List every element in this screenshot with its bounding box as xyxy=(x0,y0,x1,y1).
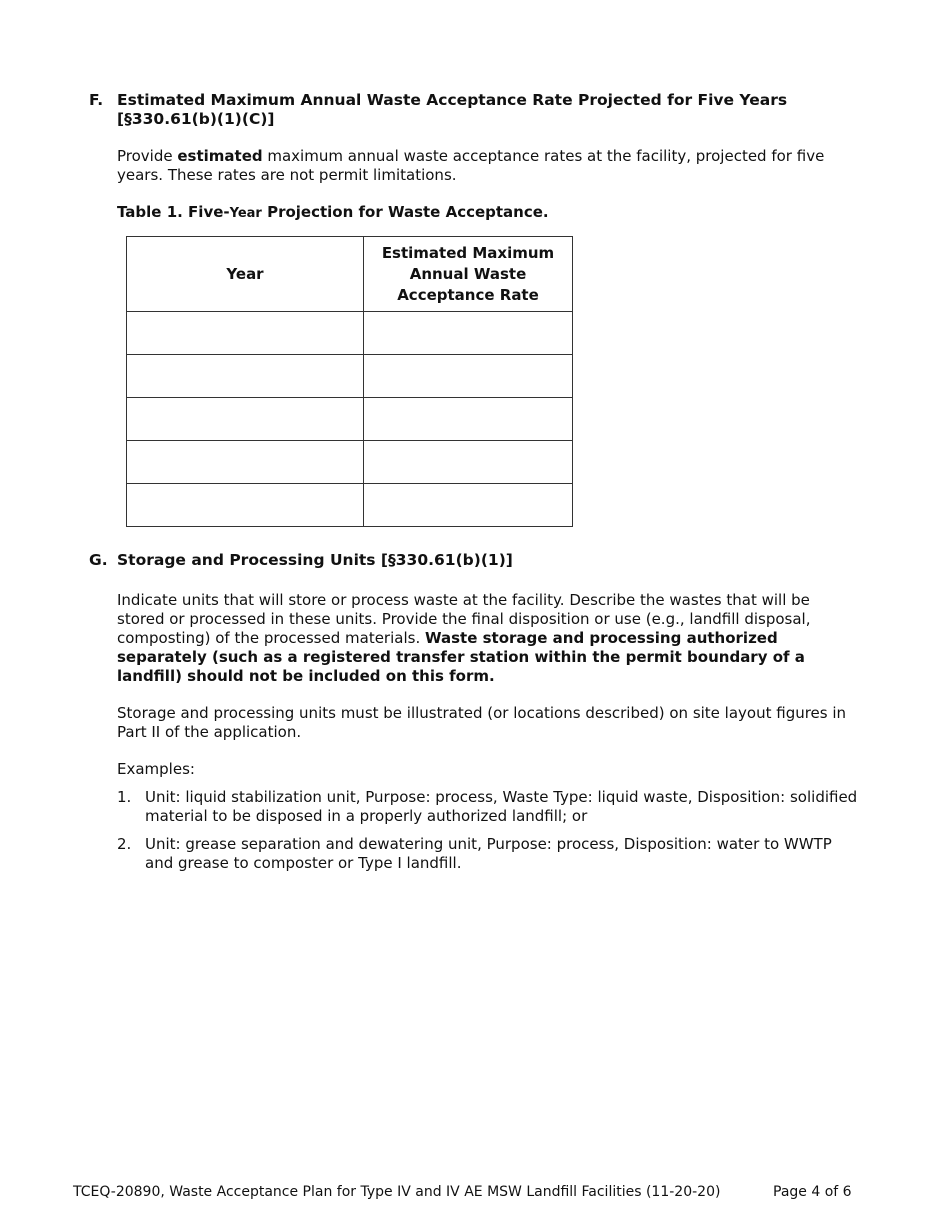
section-f-para-bold: estimated xyxy=(177,147,263,165)
five-year-projection-table xyxy=(126,236,573,527)
list-item-number: 1. xyxy=(117,788,132,806)
year-cell[interactable] xyxy=(127,355,364,398)
list-item-number: 2. xyxy=(117,835,132,853)
table-1-caption xyxy=(117,203,549,221)
list-item-text: Unit: liquid stabilization unit, Purpose: process, Waste Type: liquid waste, Disposition: solidified material to be disposed in a properly authorized landfill; or xyxy=(145,788,858,825)
section-g-letter: G. xyxy=(89,551,108,569)
section-f-para-post: maximum annual waste acceptance rates at the facility, projected for five years. These rates are not permit limitations. xyxy=(117,147,825,184)
footer-page-number: Page 4 of 6 xyxy=(773,1184,852,1200)
table-row xyxy=(127,484,573,527)
section-f-title: Estimated Maximum Annual Waste Acceptance Rate Projected for Five Years [§330.61(b)(1)(C)] xyxy=(117,91,788,128)
caption-small: Year xyxy=(229,206,262,221)
year-cell[interactable] xyxy=(127,484,364,527)
year-cell[interactable] xyxy=(127,312,364,355)
section-g-paragraph-1 xyxy=(117,591,862,686)
section-f-paragraph xyxy=(117,147,862,185)
table-header-row xyxy=(127,237,573,312)
section-f-para-pre: Provide xyxy=(117,147,178,165)
section-g-para1-normal: Indicate units that will store or process waste at the facility. Describe the wastes that will be stored or processed in these units. Provide the final disposition or use (e.g., landfill disposal, composting) of the processed materials. xyxy=(117,591,811,647)
rate-cell[interactable] xyxy=(364,355,573,398)
caption-post: Projection for Waste Acceptance. xyxy=(261,203,549,221)
rate-cell[interactable] xyxy=(364,312,573,355)
section-g-para1-bold: Waste storage and processing authorized separately (such as a registered transfer station within the permit boundary of a landfill) should not be included on this form. xyxy=(117,629,805,685)
caption-pre: Table 1. Five- xyxy=(117,203,230,221)
header-year: Year xyxy=(127,237,364,312)
table-row xyxy=(127,312,573,355)
rate-cell[interactable] xyxy=(364,398,573,441)
header-rate: Estimated Maximum Annual Waste Acceptance Rate xyxy=(364,237,573,312)
rate-cell[interactable] xyxy=(364,484,573,527)
section-f-letter: F. xyxy=(89,91,104,109)
table-row xyxy=(127,441,573,484)
table-row xyxy=(127,355,573,398)
year-cell[interactable] xyxy=(127,398,364,441)
rate-cell[interactable] xyxy=(364,441,573,484)
section-g-title: Storage and Processing Units [§330.61(b)(1)] xyxy=(117,551,513,569)
year-cell[interactable] xyxy=(127,441,364,484)
list-item-text: Unit: grease separation and dewatering unit, Purpose: process, Disposition: water to WWTP and grease to composter or Type I landfill. xyxy=(145,835,832,872)
footer-form-title: TCEQ-20890, Waste Acceptance Plan for Type IV and IV AE MSW Landfill Facilities (11-20-20) xyxy=(73,1184,721,1200)
section-g-paragraph-2: Storage and processing units must be illustrated (or locations described) on site layout figures in Part II of the application. xyxy=(117,704,847,741)
examples-label: Examples: xyxy=(117,760,195,778)
table-row xyxy=(127,398,573,441)
